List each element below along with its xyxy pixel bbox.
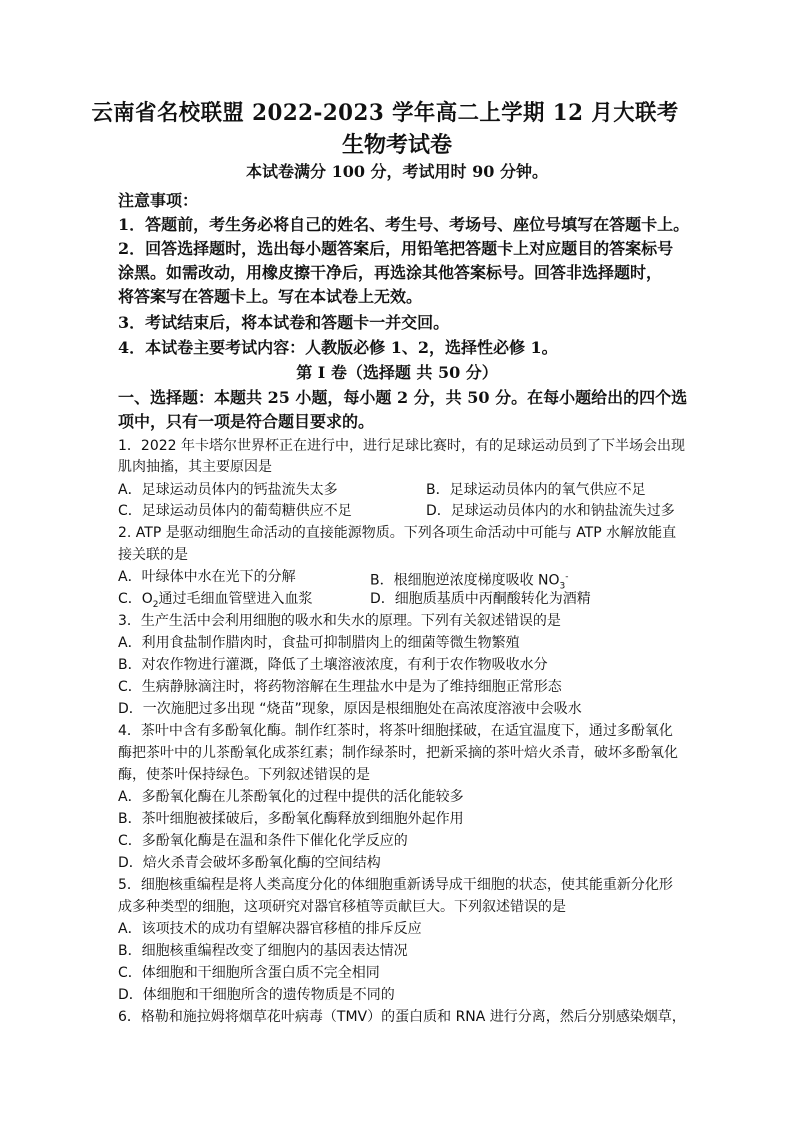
notice-line: 2．回答选择题时，选出每小题答案后，用铅笔把答题卡上对应题目的答案标号 xyxy=(118,239,674,258)
question-1-option-a: A．足球运动员体内的钙盐流失太多 xyxy=(118,482,338,498)
exam-title: 云南省名校联盟 2022-2023 学年高二上学期 12 月大联考 xyxy=(91,100,679,126)
question-4-stem: 酶，使茶叶保持绿色。下列叙述错误的是 xyxy=(118,767,370,783)
question-4-option-c: C．多酚氧化酶是在温和条件下催化化学反应的 xyxy=(118,833,408,849)
question-5-stem: 成多种类型的细胞，这项研究对器官移植等贡献巨大。下列叙述错误的是 xyxy=(118,899,566,915)
question-6-stem: 6．格勒和施拉姆将烟草花叶病毒（TMV）的蛋白质和 RNA 进行分离，然后分别感染烟草， xyxy=(118,1009,686,1025)
question-2-stem: 接关联的是 xyxy=(118,547,188,563)
notice-line: 将答案写在答题卡上。写在本试卷上无效。 xyxy=(118,287,423,306)
notice-line: 3．考试结束后，将本试卷和答题卡一并交回。 xyxy=(118,313,450,332)
question-2-option-a: A．叶绿体中水在光下的分解 xyxy=(118,569,296,585)
question-3-option-b: B．对农作物进行灌溉，降低了土壤溶液浓度，有利于农作物吸收水分 xyxy=(118,657,548,673)
question-3-stem: 3．生产生活中会利用细胞的吸水和失水的原理。下列有关叙述错误的是 xyxy=(118,613,561,629)
exam-score-time: 本试卷满分 100 分，考试用时 90 分钟。 xyxy=(246,162,548,181)
question-1-stem: 1．2022 年卡塔尔世界杯正在进行中，进行足球比赛时，有的足球运动员到了下半场会出现 xyxy=(118,438,685,454)
question-1-option-c: C．足球运动员体内的葡萄糖供应不足 xyxy=(118,503,352,519)
notice-line: 涂黑。如需改动，用橡皮擦干净后，再选涂其他答案标号。回答非选择题时， xyxy=(118,263,663,282)
question-5-option-b: B．细胞核重编程改变了细胞内的基因表达情况 xyxy=(118,943,408,959)
question-5-option-a: A．该项技术的成功有望解决器官移植的排斥反应 xyxy=(118,921,422,937)
question-2-stem: 2. ATP 是驱动细胞生命活动的直接能源物质。下列各项生命活动中可能与 ATP 水解放能直 xyxy=(118,525,677,541)
notice-line: 1．答题前，考生务必将自己的姓名、考生号、考场号、座位号填写在答题卡上。 xyxy=(118,215,690,234)
section-title: 第 Ⅰ 卷（选择题 共 50 分） xyxy=(296,363,498,382)
question-4-stem: 4．茶叶中含有多酚氧化酶。制作红茶时，将茶叶细胞揉破，在适宜温度下，通过多酚氧化 xyxy=(118,723,673,739)
question-4-option-a: A．多酚氧化酶在儿茶酚氧化的过程中提供的活化能较多 xyxy=(118,789,464,805)
question-1-option-b: B．足球运动员体内的氧气供应不足 xyxy=(426,482,646,498)
question-1-stem: 肌肉抽搐，其主要原因是 xyxy=(118,459,272,475)
notice-heading: 注意事项： xyxy=(118,191,199,210)
question-5-stem: 5．细胞核重编程是将人类高度分化的体细胞重新诱导成干细胞的状态，使其能重新分化形 xyxy=(118,877,673,893)
question-5-option-c: C．体细胞和干细胞所含蛋白质不完全相同 xyxy=(118,965,380,981)
question-4-stem: 酶把茶叶中的儿茶酚氧化成茶红素；制作绿茶时，把新采摘的茶叶焙火杀青，破坏多酚氧化 xyxy=(118,745,678,761)
question-4-option-d: D．焙火杀青会破坏多酚氧化酶的空间结构 xyxy=(118,855,381,871)
question-2-option-b: B．根细胞逆浓度梯度吸收 $NO_3^-$ xyxy=(370,572,569,592)
section-intro: 项中，只有一项是符合题目要求的。 xyxy=(118,412,375,431)
question-3-option-d: D．一次施肥过多出现 “烧苗”现象，原因是根细胞处在高浓度溶液中会吸水 xyxy=(118,701,582,717)
question-2-option-d: D．细胞质基质中丙酮酸转化为酒精 xyxy=(370,591,591,607)
question-4-option-b: B．茶叶细胞被揉破后，多酚氧化酶释放到细胞外起作用 xyxy=(118,811,464,827)
question-3-option-a: A．利用食盐制作腊肉时，食盐可抑制腊肉上的细菌等微生物繁殖 xyxy=(118,635,520,651)
question-2-option-c: C．$O_2$通过毛细血管壁进入血浆 xyxy=(118,591,313,610)
exam-subject-title: 生物考试卷 xyxy=(341,132,452,158)
question-3-option-c: C．生病静脉滴注时，将药物溶解在生理盐水中是为了维持细胞正常形态 xyxy=(118,679,562,695)
notice-line: 4．本试卷主要考试内容：人教版必修 1、2，选择性必修 1。 xyxy=(118,338,558,357)
section-intro: 一、选择题：本题共 25 小题，每小题 2 分，共 50 分。在每小题给出的四个选 xyxy=(118,388,688,407)
question-1-option-d: D．足球运动员体内的水和钠盐流失过多 xyxy=(426,503,675,519)
question-5-option-d: D．体细胞和干细胞所含的遗传物质是不同的 xyxy=(118,987,395,1003)
